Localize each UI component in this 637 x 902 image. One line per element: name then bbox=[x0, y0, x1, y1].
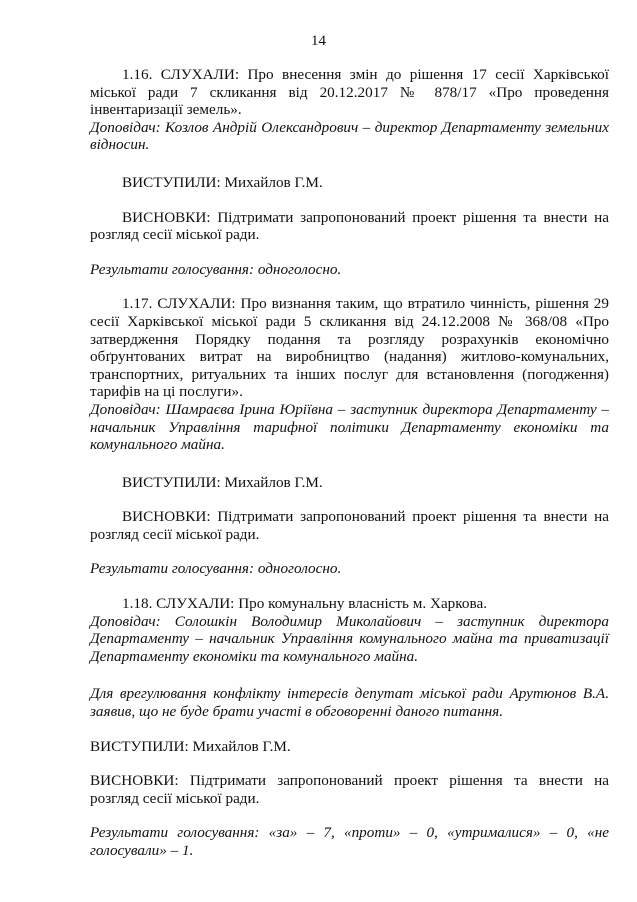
heard-paragraph: 1.18. СЛУХАЛИ: Про комунальну власність м. Харкова. bbox=[122, 595, 487, 613]
conflict-of-interest-note: Для врегулювання конфлікту інтересів депутат міської ради Арутюнов В.А. заявив, що не буде брати участі в обговоренні даного питання. bbox=[90, 685, 609, 721]
page-number: 14 bbox=[311, 33, 326, 49]
reporter-paragraph: Доповідач: Солошкін Володимир Миколайович – заступник директора Департаменту – начальник Управління комунального майна та приватизації Департаменту економіки та комунального майна. bbox=[90, 612, 609, 665]
heard-paragraph: 1.16. СЛУХАЛИ: Про внесення змін до рішення 17 сесії Харківської міської ради 7 скликання від 20.12.2017 № 878/17 «Про проведення інвентаризації земель». bbox=[90, 66, 609, 119]
conclusion-paragraph: ВИСНОВКИ: Підтримати запропонований проект рішення та внести на розгляд сесії міської ради. bbox=[90, 508, 609, 543]
vote-result: Результати голосування: одноголосно. bbox=[90, 260, 342, 278]
agenda-item-1-16 bbox=[90, 66, 609, 278]
heard-paragraph: 1.17. СЛУХАЛИ: Про визнання таким, що втратило чинність, рішення 29 сесії Харківської міської ради 5 скликання від 24.12.2008 № 368/08 «Про затвердження Порядку подання та розгляду розрахунків економічно обґрунтованих витрат на виробництво (надання) житлово-комунальних, транспортних, ритуальних та інших послуг для встановлення (погодження) тарифів на ці послуги». bbox=[90, 295, 609, 401]
conclusion-paragraph: ВИСНОВКИ: Підтримати запропонований проект рішення та внести на розгляд сесії міської ради. bbox=[90, 772, 609, 807]
agenda-item-1-17 bbox=[90, 295, 609, 578]
reporter-paragraph: Доповідач: Козлов Андрій Олександрович – директор Департаменту земельних відносин. bbox=[90, 118, 609, 154]
conclusion-paragraph: ВИСНОВКИ: Підтримати запропонований проект рішення та внести на розгляд сесії міської ради. bbox=[90, 208, 609, 244]
spoke-paragraph: ВИСТУПИЛИ: Михайлов Г.М. bbox=[90, 737, 291, 755]
reporter-paragraph: Доповідач: Шамраєва Ірина Юріївна – заступник директора Департаменту – начальник Управління тарифної політики Департаменту економіки та комунального майна. bbox=[90, 400, 609, 454]
document-body bbox=[90, 66, 609, 860]
spoke-paragraph: ВИСТУПИЛИ: Михайлов Г.М. bbox=[122, 473, 323, 491]
spoke-paragraph: ВИСТУПИЛИ: Михайлов Г.М. bbox=[122, 173, 323, 191]
vote-result: Результати голосування: «за» – 7, «проти» – 0, «утрималися» – 0, «не голосували» – 1. bbox=[90, 824, 609, 859]
agenda-item-1-18 bbox=[90, 595, 609, 860]
vote-result: Результати голосування: одноголосно. bbox=[90, 560, 342, 578]
